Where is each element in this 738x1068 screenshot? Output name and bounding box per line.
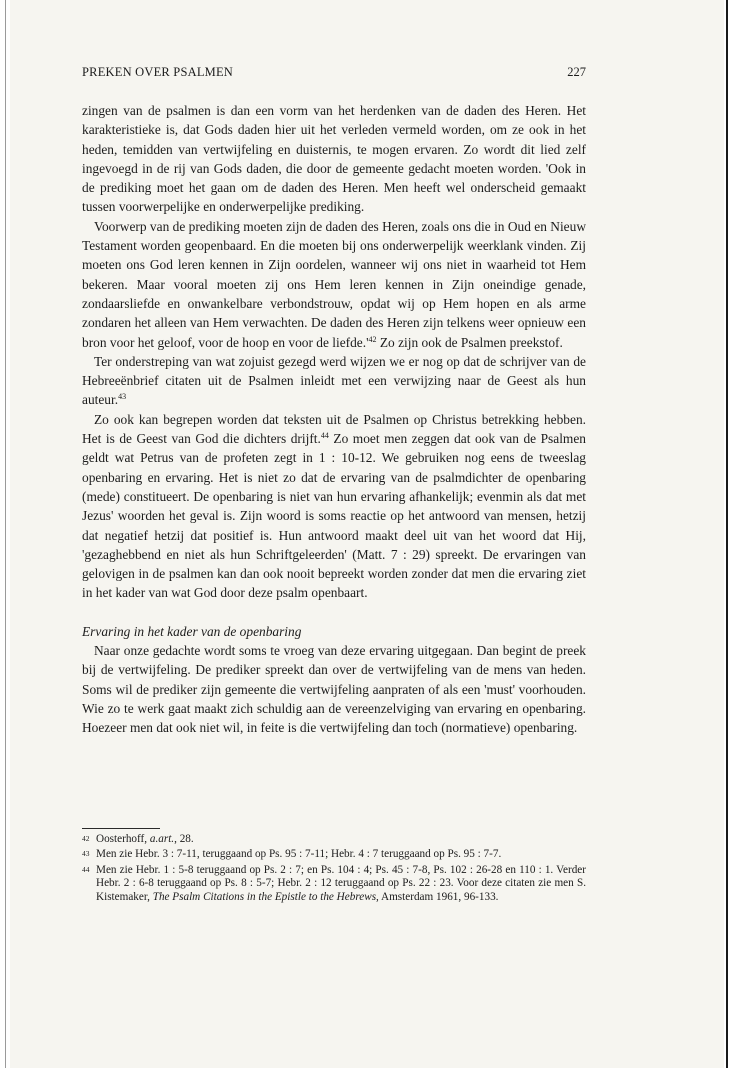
running-header xyxy=(82,65,586,80)
footnote-ref-44: 44 xyxy=(320,431,329,441)
footnote-43: 43 Men zie Hebr. 3 : 7-11, teruggaand op Ps. 95 : 7-11; Hebr. 4 : 7 teruggaand op Ps. 95 : 7-7. xyxy=(82,848,502,861)
footnotes xyxy=(82,833,586,906)
footnote-42: 42 Oosterhoff, a.art., 28. xyxy=(82,833,194,845)
footnote-ref-42: 42 xyxy=(368,334,377,344)
page-edge-left xyxy=(0,0,10,1068)
footnote-44: 44 Men zie Hebr. 1 : 5-8 teruggaand op Ps. 2 : 7; en Ps. 104 : 4; Ps. 45 : 7-8, Ps. 102 : 26-28 en 110 : 1. Verder Hebr. 2 : 6-8 teruggaand op Ps. 8 : 5-7; Hebr. 2 : 12 teruggaand op Ps. 22 : 23. Voor deze citaten zie men S. Kistemaker, The Psalm Citations in the Epistle to the Hebrews, Amsterdam 1961, 96-133. xyxy=(82,863,586,903)
paragraph-1: zingen van de psalmen is dan een vorm van het herdenken van de daden des Heren. Het karakteristieke is, dat Gods daden hier uit het verleden vermeld worden, om ze ook in het heden, temidden van vertwijfeling en duisternis, te mogen ervaren. Zo wordt dit lied zelf ingevoegd in de rij van Gods daden, die door de gemeente gedacht moeten worden. 'Ook in de prediking moet het gaan om de daden des Heren. Men heeft wel onderscheid gemaakt tussen voorwerpelijke en onderwerpelijke prediking. xyxy=(82,103,586,215)
footnote-number: 42 xyxy=(82,834,90,843)
paragraph-3: Ter onderstreping van wat zojuist gezegd werd wijzen we er nog op dat de schrijver van de Hebreeënbrief citaten uit de Psalmen inleidt met een verwijzing naar de Geest als hun auteur.$^{43}$ xyxy=(82,353,586,408)
page-edge-right xyxy=(724,0,738,1068)
footnote-ref-43: 43 xyxy=(118,392,127,402)
footnote-number: 43 xyxy=(82,849,90,859)
footnote-divider xyxy=(82,828,160,829)
page-number: 227 xyxy=(567,65,586,79)
paragraph-2: Voorwerp van de prediking moeten zijn de daden des Heren, zoals ons die in Oud en Nieuw Testament worden geopenbaard. En die moeten bij ons onderwerpelijk weerklank vinden. Zij moeten ons God leren kennen in Zijn oordelen, wanneer wij ons niet in waarheid tot Hem bekeren. Maar vooral moeten zij ons Hem leren kennen in Zijn oneindige genade, zondaarsliefde en onwankelbare verbondstrouw, opdat wij op Hem hopen en als arme zondaren het alleen van Hem verwachten. De daden des Heren zijn telkens weer opnieuw een bron voor het geloof, voor de hoop en voor de $liefde.'^{42}$ Zo zijn ook de Psalmen preekstof. xyxy=(82,218,586,350)
section-paragraph: Naar onze gedachte wordt soms te vroeg van deze ervaring uitgegaan. Dan begint de preek bij de vertwijfeling. De prediker spreekt dan over de vertwijfeling van de mens van heden. Soms wil de prediker zijn gemeente die vertwijfeling aanpraten of als een 'must' voorhouden. Wie zo te werk gaat maakt zich schuldig aan de vereenzelviging van ervaring en openbaring. Hoezeer men dat ook niet wil, in feite is die vertwijfeling dan toch (normatieve) openbaring. xyxy=(82,643,586,736)
section-heading: Ervaring in het kader van de openbaring xyxy=(82,623,302,639)
paragraph-4: Zo ook kan begrepen worden dat teksten uit de Psalmen op Christus betrekking hebben. Het is de Geest van God die dichters drijft.$^{44}$ Zo moet men zeggen dat ook van de Psalmen geldt wat Petrus van de profeten zegt in 1 : 10-12. We gebruiken nog eens de tweeslag openbaring en ervaring. Het is niet zo dat de ervaring van de psalmdichter de openbaring (mede) constitueert. De openbaring is niet van hun ervaring afhankelijk; evenmin als dat met Jezus' woorden het geval is. Zijn woord is soms reactie op het antwoord van mensen, hetzij dat negatief hetzij dat positief is. Hun antwoord maakt deel uit van het woord dat Hij, 'gezaghebbend en niet als hun Schriftgeleerden' (Matt. 7 : 29) spreekt. De ervaringen van gelovigen in de psalmen kan dan ook nooit bepreekt worden zonder dat men die ervaring ziet in het kader van wat God door deze psalm openbaart. xyxy=(82,411,586,601)
main-text xyxy=(82,101,586,738)
footnote-number: 44 xyxy=(82,864,90,874)
running-title: PREKEN OVER PSALMEN xyxy=(82,65,234,79)
